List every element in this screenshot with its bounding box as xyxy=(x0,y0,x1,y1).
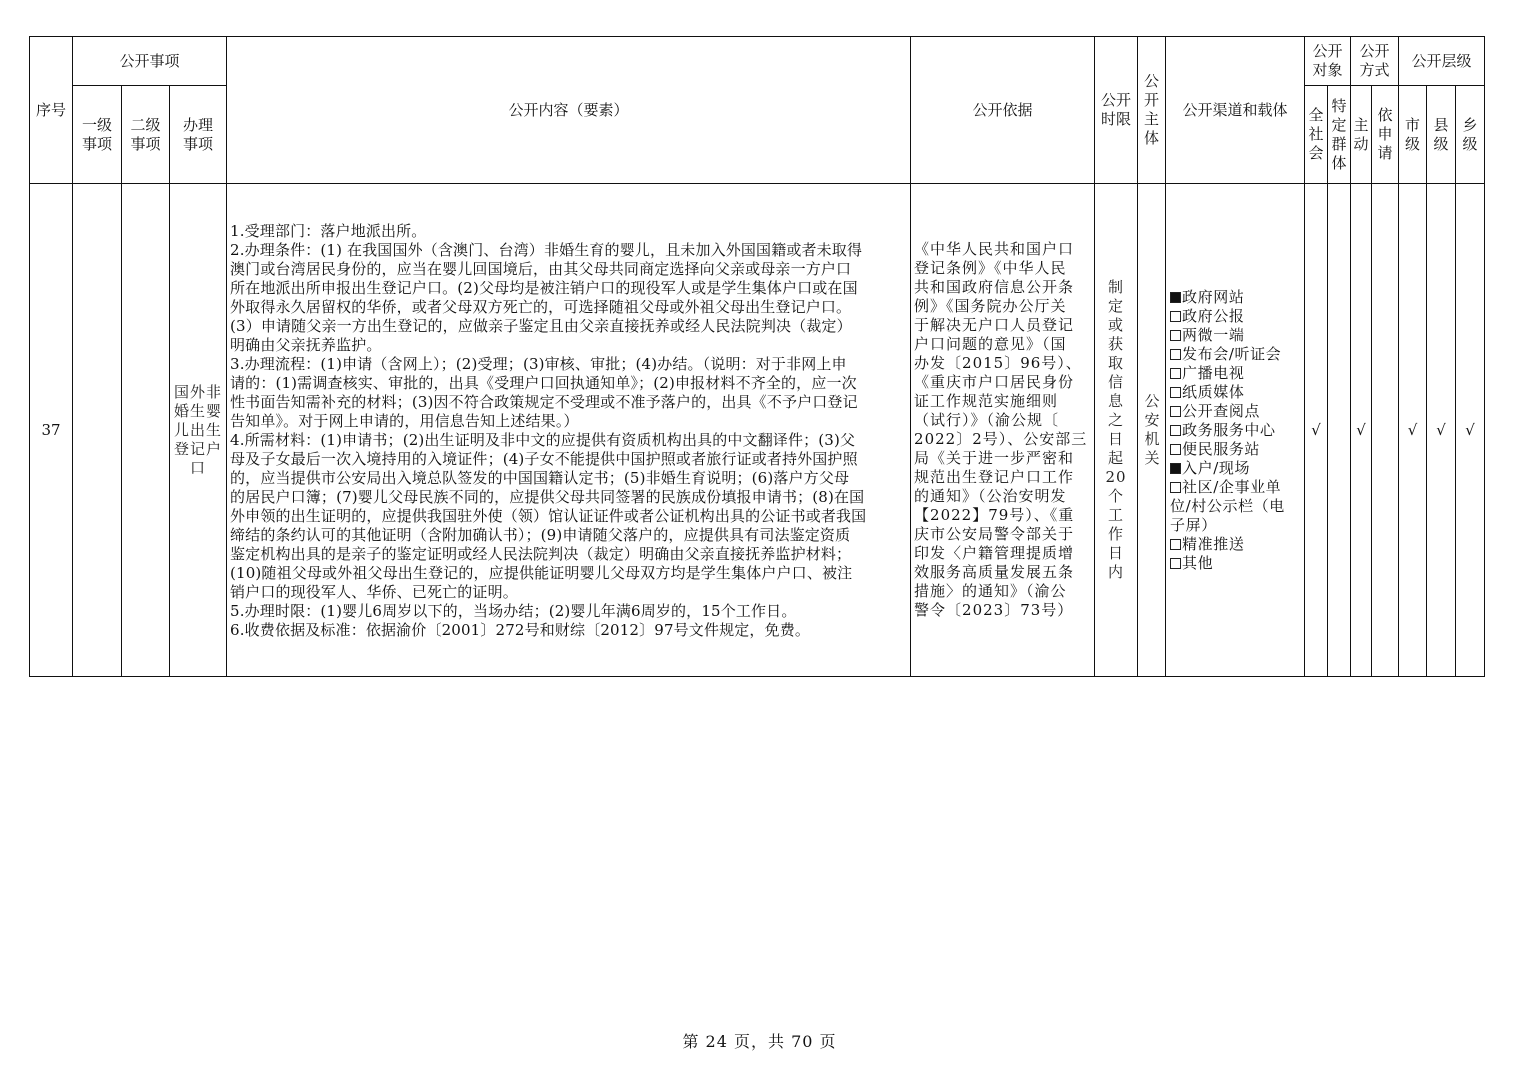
unchecked-box-icon xyxy=(1170,539,1181,550)
channel-label: 两微一端 xyxy=(1182,325,1245,344)
content-line: 缔结的条约认可的其他证明（含附加确认书）；(9)申请随父落户的，应提供具有司法鉴定资质 xyxy=(230,526,851,544)
channel-list xyxy=(1170,288,1300,573)
header-level2: 二级事项 xyxy=(122,86,170,184)
header-level-township: 乡级 xyxy=(1456,86,1485,184)
basis-line: 【2022】79号）、《重 xyxy=(914,506,1075,524)
row-level-city: √ xyxy=(1399,184,1427,677)
header-mode-group: 公开方式 xyxy=(1351,37,1399,86)
channel-label: 纸质媒体 xyxy=(1182,382,1245,401)
channel-label: 广播电视 xyxy=(1182,363,1245,382)
channel-item xyxy=(1170,459,1300,478)
header-level1: 一级事项 xyxy=(73,86,122,184)
channel-label: 其他 xyxy=(1182,553,1214,572)
basis-line: 共和国政府信息公开条 xyxy=(914,278,1075,296)
content-line: 5.办理时限：(1)婴儿6周岁以下的，当场办结；(2)婴儿年满6周岁的，15个工作日。 xyxy=(230,602,797,620)
row-time-limit: 制定或获取信息之日起20个工作日内 xyxy=(1095,184,1138,677)
unchecked-box-icon xyxy=(1170,368,1181,379)
channel-item xyxy=(1170,326,1300,345)
content-line: 告知单》。对于网上申请的，用信息告知上述结果。） xyxy=(230,412,579,430)
content-line: 的居民户口簿；(7)婴儿父母民族不同的，应提供父母共同签署的民族成份填报申请书；(8)在国 xyxy=(230,488,865,506)
channel-label: 政府网站 xyxy=(1182,287,1245,306)
unchecked-box-icon xyxy=(1170,425,1181,436)
row-subject: 公安机关 xyxy=(1138,184,1166,677)
channel-item xyxy=(1170,402,1300,421)
unchecked-box-icon xyxy=(1170,311,1181,322)
content-line: 销户口的现役军人、华侨、已死亡的证明。 xyxy=(230,583,518,601)
channel-label: 入户/现场 xyxy=(1182,458,1251,477)
basis-line: 于解决无户口人员登记 xyxy=(914,316,1075,334)
row-seq: 37 xyxy=(30,184,73,677)
row-level-township: √ xyxy=(1456,184,1485,677)
header-subject: 公开主体 xyxy=(1138,37,1166,184)
content-line: (3）申请随父亲一方出生登记的，应做亲子鉴定且由父亲直接抚养或经人民法院判决（裁定） xyxy=(230,317,852,335)
basis-line: 印发〈户籍管理提质增 xyxy=(914,544,1075,562)
unchecked-box-icon xyxy=(1170,558,1181,569)
header-level-county: 县级 xyxy=(1427,86,1456,184)
basis-line: 例》《国务院办公厅关 xyxy=(914,297,1067,315)
channel-item xyxy=(1170,478,1300,535)
basis-line: 庆市公安局警令部关于 xyxy=(914,525,1075,543)
content-line: 6.收费依据及标准：依据渝价〔2001〕272号和财综〔2012〕97号文件规定，免费。 xyxy=(230,621,811,639)
channel-item xyxy=(1170,345,1300,364)
header-mode-request: 依申请 xyxy=(1372,86,1399,184)
content-line: 的，应当提供市公安局出入境总队签发的中国国籍认定书；(5)非婚生育说明；(6)落户方父母 xyxy=(230,469,850,487)
content-line: 外取得永久居留权的华侨，或者父母双方死亡的，可选择随祖父母或外祖父母出生登记户口。 xyxy=(230,298,852,316)
basis-line: 的通知》（公治安明发 xyxy=(914,487,1067,505)
page-footer: 第 24 页，共 70 页 xyxy=(682,1032,837,1051)
channel-label: 精准推送 xyxy=(1182,534,1245,553)
header-level-group: 公开层级 xyxy=(1399,37,1485,86)
row-basis xyxy=(911,184,1095,677)
content-line: 所在地派出所申报出生登记户口。(2)父母均是被注销户口的现役军人或是学生集体户口或在国 xyxy=(230,279,858,297)
content-line: 4.所需材料：(1)申请书；(2)出生证明及非中文的应提供有资质机构出具的中文翻译件；(3)父 xyxy=(230,431,856,449)
unchecked-box-icon xyxy=(1170,406,1181,417)
header-content: 公开内容（要素） xyxy=(227,37,911,184)
basis-line: （试行）》（渝公规〔 xyxy=(914,411,1060,429)
disclosure-table xyxy=(29,36,1485,677)
basis-line: 户口问题的意见》（国 xyxy=(914,335,1067,353)
content-line: (10)随祖父母或外祖父母出生登记的，应提供能证明婴儿父母双方均是学生集体户户口、被注 xyxy=(230,564,853,582)
header-channels: 公开渠道和载体 xyxy=(1166,37,1305,184)
channel-item xyxy=(1170,383,1300,402)
unchecked-box-icon xyxy=(1170,387,1181,398)
header-handling: 办理事项 xyxy=(170,86,227,184)
basis-line: 登记条例》《中华人民 xyxy=(914,259,1067,277)
content-line: 鉴定机构出具的是亲子的鉴定证明或经人民法院判决（裁定）明确由父亲直接抚养监护材料； xyxy=(230,545,852,563)
checked-box-icon xyxy=(1170,292,1181,303)
basis-line: 警令〔2023〕73号） xyxy=(914,601,1074,619)
channel-item xyxy=(1170,535,1300,554)
basis-line: 办发〔2015〕96号）、 xyxy=(914,354,1082,372)
header-basis: 公开依据 xyxy=(911,37,1095,184)
row-content xyxy=(227,184,911,677)
basis-line: 规范出生登记户口工作 xyxy=(914,468,1075,486)
header-level-city: 市级 xyxy=(1399,86,1427,184)
row-target-all: √ xyxy=(1305,184,1328,677)
row-level1 xyxy=(73,184,122,677)
row-target-specific xyxy=(1328,184,1351,677)
header-target-specific: 特定群体 xyxy=(1328,86,1351,184)
content-line: 明确由父亲抚养监护。 xyxy=(230,336,382,354)
row-handling: 国外非婚生婴儿出生登记户口 xyxy=(170,184,227,677)
content-line: 澳门或台湾居民身份的，应当在婴儿回国境后，由其父母共同商定选择向父亲或母亲一方户口 xyxy=(230,260,852,278)
basis-lines xyxy=(914,240,1091,620)
channel-item xyxy=(1170,288,1300,307)
unchecked-box-icon xyxy=(1170,444,1181,455)
content-line: 性书面告知需补充的材料；(3)因不符合政策规定不受理或不准予落户的，出具《不予户口登记 xyxy=(230,393,858,411)
content-line: 外申领的出生证明的，应提供我国驻外使（领）馆认证证件或者公证机构出具的公证书或者我国 xyxy=(230,507,867,525)
channel-label: 便民服务站 xyxy=(1182,439,1261,458)
unchecked-box-icon xyxy=(1170,330,1181,341)
basis-line: 局《关于进一步严密和 xyxy=(914,449,1075,467)
basis-line: 效服务高质量发展五条 xyxy=(914,563,1075,581)
channel-item xyxy=(1170,364,1300,383)
content-lines xyxy=(230,222,908,640)
header-time-limit: 公开时限 xyxy=(1095,37,1138,184)
header-target-all: 全社会 xyxy=(1305,86,1328,184)
basis-line: 证工作规范实施细则 xyxy=(914,392,1059,410)
header-items-group: 公开事项 xyxy=(73,37,227,86)
channel-item xyxy=(1170,440,1300,459)
channel-item xyxy=(1170,554,1300,573)
content-line: 2.办理条件：(1) 在我国国外（含澳门、台湾）非婚生育的婴儿，且未加入外国国籍或者未取得 xyxy=(230,241,863,259)
channel-label: 政府公报 xyxy=(1182,306,1245,325)
basis-line: 《重庆市户口居民身份 xyxy=(914,373,1075,391)
content-line: 1.受理部门：落户地派出所。 xyxy=(230,222,427,240)
basis-line: 《中华人民共和国户口 xyxy=(914,240,1075,258)
channel-label: 社区/企事业单位/村公示栏（电子屏） xyxy=(1170,477,1285,534)
content-line: 请的：(1)需调查核实、审批的，出具《受理户口回执通知单》；(2)申报材料不齐全的，应一次 xyxy=(230,374,857,392)
header-mode-active: 主动 xyxy=(1351,86,1372,184)
row-mode-request xyxy=(1372,184,1399,677)
channel-label: 政务服务中心 xyxy=(1182,420,1276,439)
checked-box-icon xyxy=(1170,463,1181,474)
basis-line: 2022〕2号）、公安部三 xyxy=(914,430,1088,448)
basis-line: 措施〉的通知》（渝公 xyxy=(914,582,1067,600)
row-level2 xyxy=(122,184,170,677)
channel-item xyxy=(1170,421,1300,440)
unchecked-box-icon xyxy=(1170,349,1181,360)
header-target-group: 公开对象 xyxy=(1305,37,1351,86)
content-line: 3.办理流程：(1)申请（含网上）；(2)受理；(3)审核、审批；(4)办结。（说明：对于非网上申 xyxy=(230,355,847,373)
content-line: 母及子女最后一次入境持用的入境证件；(4)子女不能提供中国护照或者旅行证或者持外国护照 xyxy=(230,450,858,468)
channel-label: 公开查阅点 xyxy=(1182,401,1261,420)
unchecked-box-icon xyxy=(1170,482,1181,493)
row-channels xyxy=(1166,184,1305,677)
channel-label: 发布会/听证会 xyxy=(1182,344,1282,363)
row-level-county: √ xyxy=(1427,184,1456,677)
header-seq: 序号 xyxy=(30,37,73,184)
row-mode-active: √ xyxy=(1351,184,1372,677)
channel-item xyxy=(1170,307,1300,326)
